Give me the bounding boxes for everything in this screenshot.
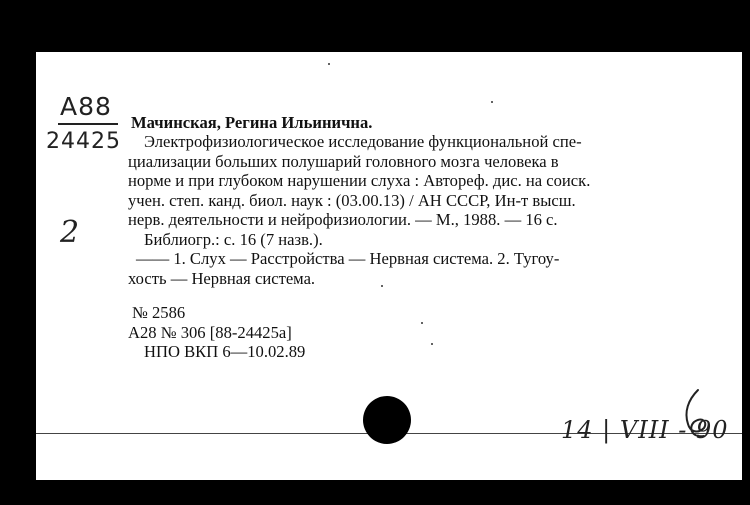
speck [491,101,493,103]
subject-headings: —— 1. Слух — Расстройства — Нервная система. 2. Тугоу- [136,249,560,268]
signature-icon [674,384,714,444]
description-line: нерв. деятельности и нейрофизиологии. — М., 1988. — 16 с. [128,210,558,229]
speck [381,285,383,287]
shelfmark-bottom: 24425 [46,129,121,154]
catalog-code: А28 № 306 [88-24425а] [128,322,292,342]
description-line: норме и при глубоком нарушении слуха : Автореф. дис. на соиск. [128,171,591,190]
shelfmark-underline [58,123,118,125]
punch-hole [363,396,411,444]
speck [421,322,423,324]
card-number: № 2586 [132,303,186,322]
speck [431,343,433,345]
speck [328,63,330,65]
handwritten-mark: 2 [60,215,80,250]
handwritten-date: 14 | VIII - 90 [561,416,729,444]
publisher-code: НПО ВКП 6—10.02.89 [144,342,306,361]
description-line: учен. степ. канд. биол. наук : (03.00.13) / АН СССР, Ин-т высш. [128,190,576,210]
description-line: циализации больших полушарий головного мозга человека в [128,151,559,171]
catalog-card [36,52,742,480]
shelfmark-top: A88 [60,92,112,121]
subject-headings-continued: хость — Нервная система. [128,268,316,288]
description-line: Электрофизиологическое исследование функциональной спе- [144,132,582,151]
bibliography-note: Библиогр.: с. 16 (7 назв.). [144,229,323,249]
author-heading: Мачинская, Регина Ильинична. [131,113,373,132]
